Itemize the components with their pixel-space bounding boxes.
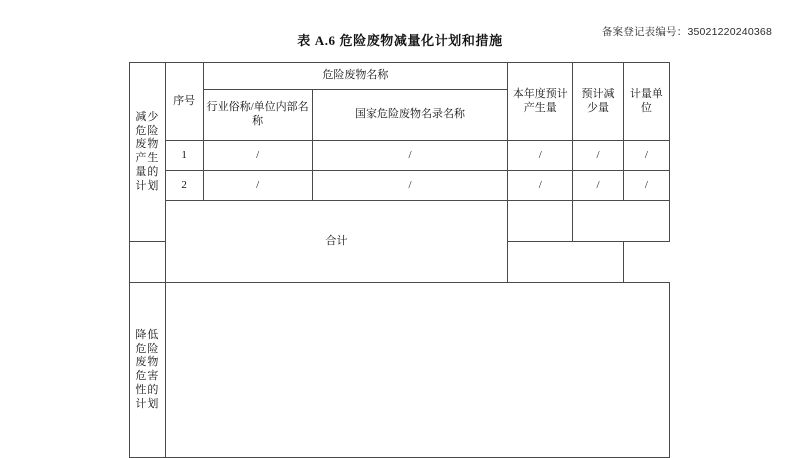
cell-seq-2[interactable]: 2 [165,171,203,201]
table-row [130,201,670,242]
row-label-harm-reduction-plan-text: 降低危险废物危害性的计划 [135,328,160,410]
cell-total-estimated-generation-lower[interactable] [130,242,166,283]
cell-unit-1[interactable]: / [623,141,669,171]
cell-seq-1[interactable]: 1 [165,141,203,171]
table-row [130,141,670,171]
cell-estimated-generation-1[interactable]: / [508,141,573,171]
registration-number: 备案登记表编号：35021220240368 [601,26,772,38]
hazardous-waste-reduction-table [129,62,670,458]
row-label-harm-reduction-plan [130,283,166,458]
cell-industry-name-1[interactable]: / [203,141,312,171]
header-estimated-reduction: 预计减少量 [573,63,623,141]
cell-harm-reduction-content[interactable] [165,283,669,458]
header-waste-name-group: 危险废物名称 [203,63,508,90]
table-row [130,63,670,90]
table-row [130,283,670,458]
cell-national-catalog-name-2[interactable]: / [312,171,507,201]
header-industry-name: 行业俗称/单位内部名称 [203,90,312,141]
cell-unit-2[interactable]: / [623,171,669,201]
row-label-reduction-plan [130,63,166,242]
header-unit: 计量单位 [623,63,669,141]
cell-industry-name-2[interactable]: / [203,171,312,201]
table-row [130,171,670,201]
cell-total-estimated-generation[interactable] [508,201,573,242]
cell-total-reduction-unit-top[interactable] [573,201,670,242]
cell-total-reduction-unit-bottom[interactable] [508,242,624,283]
cell-estimated-reduction-1[interactable]: / [573,141,623,171]
row-label-reduction-plan-text: 减少危险废物产生量的计划 [135,110,160,192]
cell-estimated-generation-2[interactable]: / [508,171,573,201]
cell-estimated-reduction-2[interactable]: / [573,171,623,201]
header-national-catalog-name: 国家危险废物名录名称 [312,90,507,141]
form-table-container [129,62,670,458]
header-seq: 序号 [165,63,203,141]
cell-total-label: 合计 [165,201,507,283]
page-title: 表 A.6 危险废物减量化计划和措施 [297,33,503,48]
cell-national-catalog-name-1[interactable]: / [312,141,507,171]
header-estimated-generation: 本年度预计产生量 [508,63,573,141]
